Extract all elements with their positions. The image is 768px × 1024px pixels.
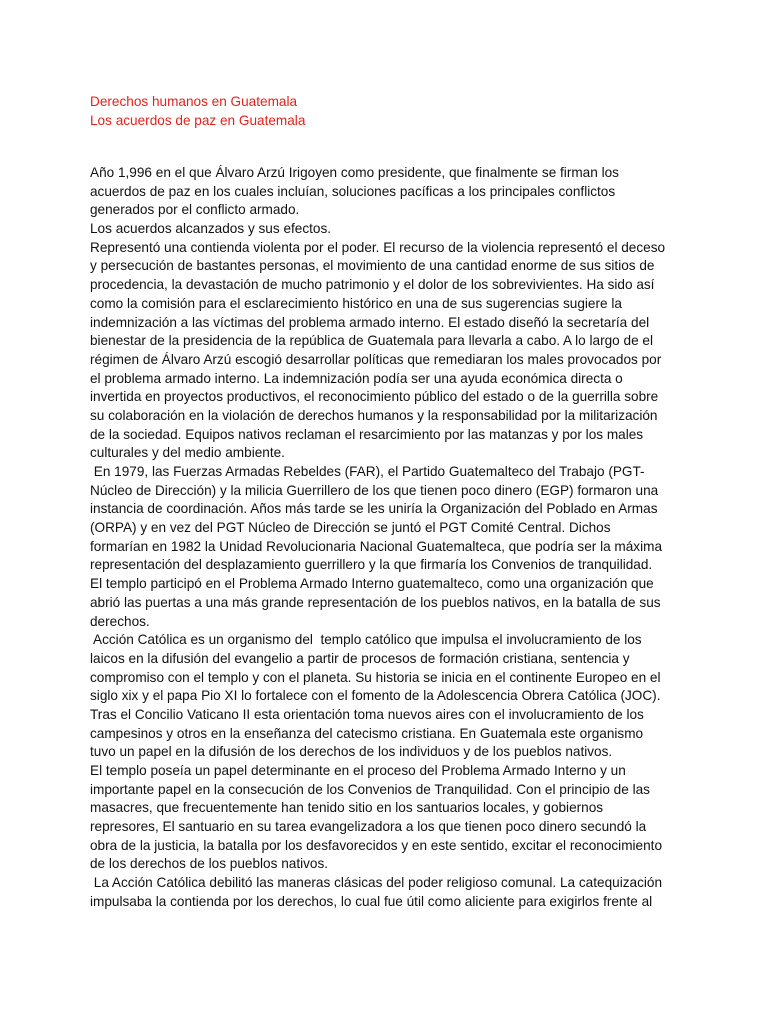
- body-text-line: culturales y del medio ambiente.: [90, 445, 285, 461]
- body-text-line: laicos en la difusión del evangelio a partir de procesos de formación cristiana, sentencia y: [90, 650, 630, 666]
- body-text-line: su colaboración en la violación de derechos humanos y la responsabilidad por la militarización: [90, 407, 658, 423]
- body-text-line: invertida en proyectos productivos, el reconocimiento público del estado o de la guerrilla sobre: [90, 389, 659, 405]
- body-text-line: impulsaba la contienda por los derechos, lo cual fue útil como aliciente para exigirlos frente al: [90, 893, 653, 909]
- body-text-line: compromiso con el templo y con el planeta. Su historia se inicia en el continente Europeo en el: [90, 669, 661, 685]
- body-text-line: tuvo un papel en la difusión de los derechos de los individuos y de los pueblos nativos.: [90, 744, 613, 760]
- body-text-line: Acción Católica es un organismo del templo católico que impulsa el involucramiento de los: [90, 632, 642, 648]
- title-line: Derechos humanos en Guatemala: [90, 94, 298, 109]
- body-text-line: el problema armado interno. La indemnización podía ser una ayuda económica directa o: [90, 370, 623, 386]
- body-text-line: formarían en 1982 la Unidad Revolucionaria Nacional Guatemalteca, que podría ser la máxima: [90, 538, 663, 554]
- body-text-line: procedencia, la devastación de mucho patrimonio y el dolor de los sobrevivientes. Ha sido así: [90, 277, 655, 293]
- body-text-line: campesinos y otros en la enseñanza del catecismo cristiana. En Guatemala este organismo: [90, 725, 644, 741]
- body-text-line: Representó una contienda violenta por el poder. El recurso de la violencia representó el deceso: [90, 239, 666, 255]
- body-text-line: obra de la justicia, la batalla por los desfavorecidos y en este sentido, excitar el reconocimiento: [90, 837, 663, 853]
- body-text-line: derechos.: [90, 613, 150, 629]
- body-text-line: masacres, que frecuentemente han tenido sitio en los santuarios locales, y gobiernos: [90, 800, 604, 816]
- document-title: [90, 92, 690, 130]
- body-text-line: como la comisión para el esclarecimiento histórico en una de sus sugerencias sugiere la: [90, 295, 622, 311]
- body-text-line: En 1979, las Fuerzas Armadas Rebeldes (FAR), el Partido Guatemalteco del Trabajo (PGT-: [90, 464, 645, 479]
- body-text-line: indemnización a las víctimas del problema armado interno. El estado diseñó la secretaría del: [90, 314, 650, 330]
- subtitle-line: Los acuerdos de paz en Guatemala: [90, 113, 306, 128]
- body-text-line: El templo poseía un papel determinante en el proceso del Problema Armado Interno y un: [90, 763, 626, 778]
- body-text-line: de los derechos de los pueblos nativos.: [90, 856, 329, 872]
- body-text-line: instancia de coordinación. Años más tarde se les uniría la Organización del Poblado en Armas: [90, 501, 658, 517]
- body-text-line: Año 1,996 en el que Álvaro Arzú Irigoyen como presidente, que finalmente se firman los: [90, 165, 619, 180]
- body-text-line: representación del desplazamiento guerrillero y la que firmaría los Convenios de tranquilidad.: [90, 557, 653, 573]
- body-text-line: importante papel en la consecución de los Convenios de Tranquilidad. Con el principio de las: [90, 781, 650, 797]
- body-text-line: acuerdos de paz en los cuales incluían, soluciones pacíficas a los principales conflictos: [90, 183, 616, 199]
- body-text-line: El templo participó en el Problema Armado Interno guatemalteco, como una organización que: [90, 576, 654, 592]
- body-text-line: abrió las puertas a una más grande representación de los pueblos nativos, en la batalla de sus: [90, 594, 661, 610]
- body-text-line: Tras el Concilio Vaticano II esta orientación toma nuevos aires con el involucramiento de los: [90, 706, 644, 722]
- body-text-line: Núcleo de Dirección) y la milicia Guerrillero de los que tienen poco dinero (EGP) formaron una: [90, 482, 659, 498]
- document-body: [90, 164, 675, 912]
- body-text-line: y persecución de bastantes personas, el movimiento de una cantidad enorme de sus sitios de: [90, 258, 655, 274]
- body-text-line: bienestar de la presidencia de la república de Guatemala para llevarla a cabo. A lo largo de el: [90, 333, 653, 349]
- body-text-line: siglo xix y el papa Pio XI lo fortalece con el fomento de la Adolescencia Obrera Católica (JOC).: [90, 688, 661, 704]
- body-text-line: generados por el conflicto armado.: [90, 202, 300, 218]
- body-text-line: de la sociedad. Equipos nativos reclaman el resarcimiento por las matanzas y por los males: [90, 426, 644, 442]
- body-text-line: régimen de Álvaro Arzú escogió desarrollar políticas que remediaran los males provocados por: [90, 351, 662, 367]
- body-text-line: represores, El santuario en su tarea evangelizadora a los que tienen poco dinero secundó la: [90, 819, 647, 835]
- body-text-line: La Acción Católica debilitó las maneras clásicas del poder religioso comunal. La catequización: [90, 875, 663, 891]
- body-text-line: (ORPA) y en vez del PGT Núcleo de Dirección se juntó el PGT Comité Central. Dichos: [90, 520, 611, 536]
- body-text-line: Los acuerdos alcanzados y sus efectos.: [90, 221, 332, 237]
